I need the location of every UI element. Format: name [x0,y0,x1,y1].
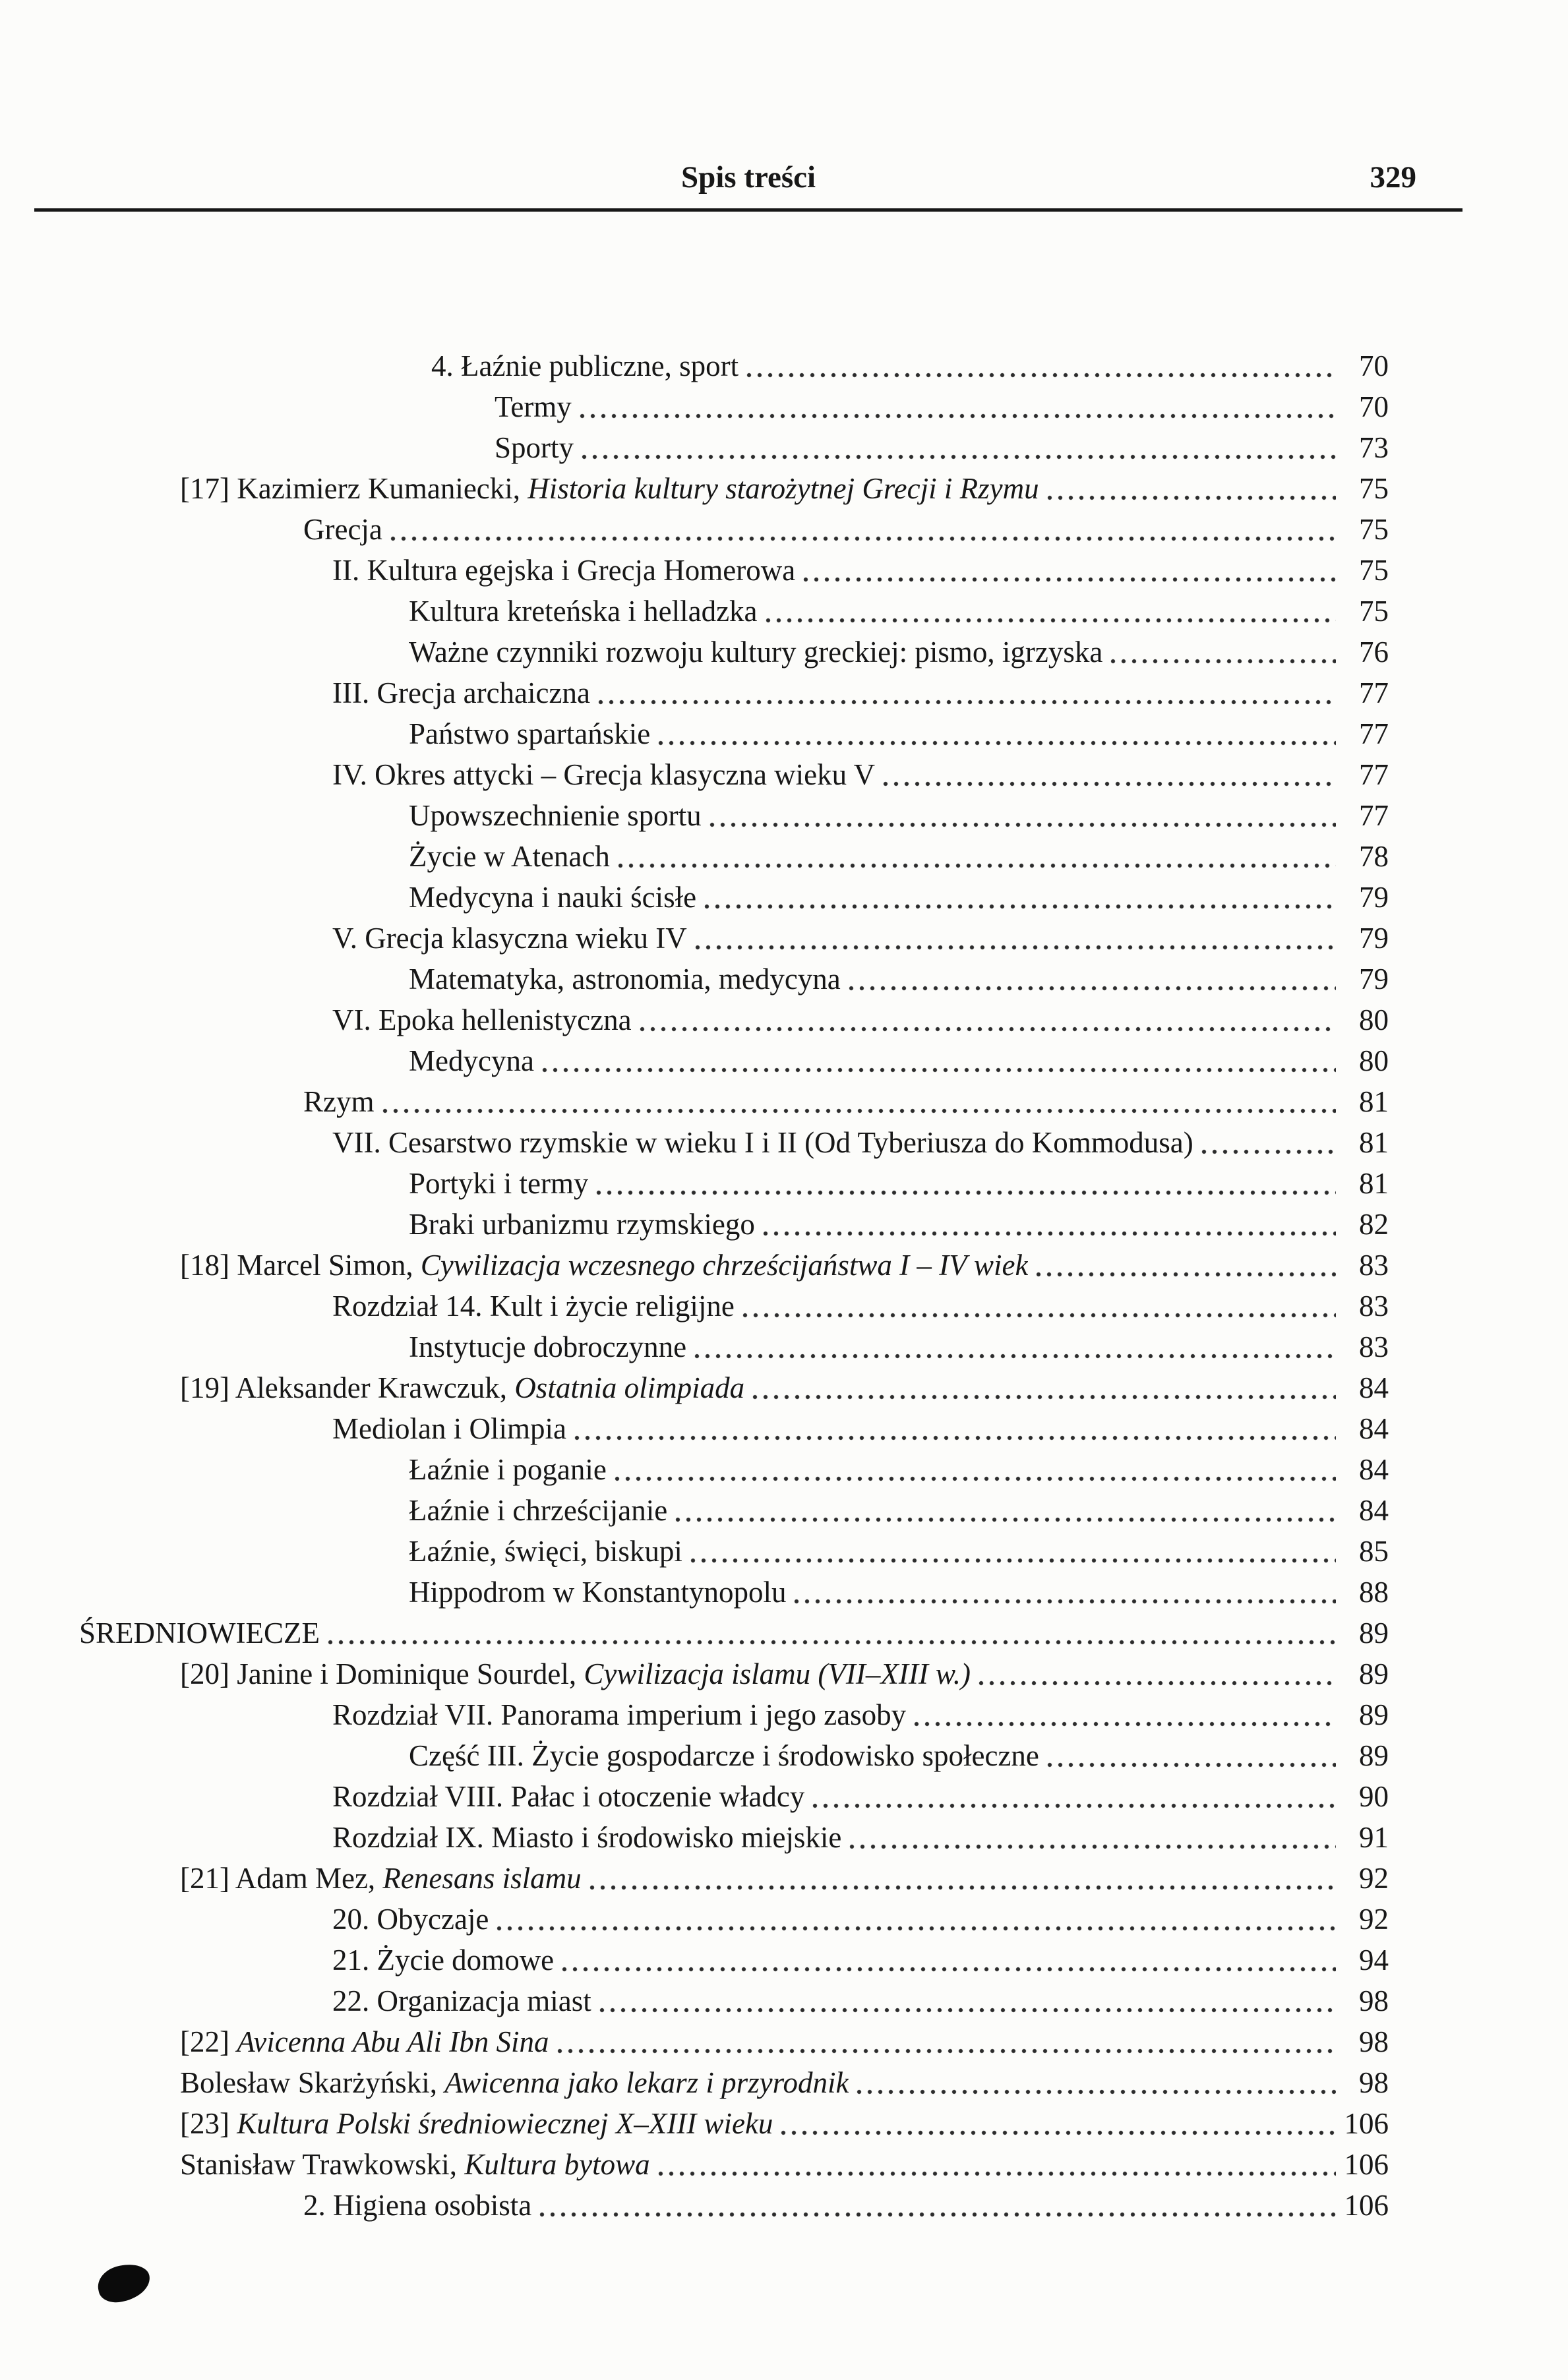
dot-leader [328,1640,1336,1645]
toc-entry-label: Medycyna [409,1044,534,1077]
toc-entry-text [409,1449,607,1490]
toc-page-number: 106 [1344,2107,1389,2140]
toc-page-number: 77 [1359,717,1389,750]
page-header [34,156,1462,199]
toc-page-number: 77 [1359,758,1389,791]
toc-page-number: 89 [1359,1739,1389,1772]
toc-entry-label: Termy [495,390,572,423]
toc-page-number: 75 [1359,554,1389,587]
toc-row [79,2144,1389,2185]
toc-page-number: 70 [1359,349,1389,382]
dot-leader [914,1721,1336,1727]
toc-row [79,1081,1389,1122]
header-rule [34,208,1462,212]
toc-page-number: 94 [1359,1944,1389,1977]
toc-entry-text [332,1408,566,1449]
toc-entry-label: VII. Cesarstwo rzymskie w wieku I i II (Od Tyberiusza do Kommodusa) [332,1126,1193,1159]
dot-leader [690,1558,1336,1563]
toc-row [79,2185,1389,2226]
toc-row [79,345,1389,386]
toc-entry-label: Rozdział VIII. Pałac i otoczenie władcy [332,1780,805,1813]
toc-page-number: 92 [1359,1903,1389,1936]
toc-page-number: 81 [1359,1167,1389,1200]
toc-entry-text [332,1817,841,1858]
dot-leader [794,1599,1336,1604]
toc-page-number: 98 [1359,1984,1389,2017]
toc-row [79,2103,1389,2144]
toc-entry-label: Braki urbanizmu rzymskiego [409,1208,755,1241]
toc-page-number: 83 [1359,1330,1389,1363]
toc-row [79,959,1389,999]
toc-row [79,468,1389,509]
toc-row [79,672,1389,713]
toc-page-number: 84 [1359,1494,1389,1527]
toc-page-number: 84 [1359,1371,1389,1404]
toc-entry-label: Bolesław Skarżyński, [180,2066,445,2099]
toc-row [79,1940,1389,1980]
toc-entry-label: 2. Higiena osobista [303,2189,532,2222]
dot-leader [599,2008,1336,2013]
toc-page-number: 73 [1359,431,1389,464]
toc-entry-label: V. Grecja klasyczna wieku IV [332,922,687,955]
toc-entry-label: [23] [180,2107,237,2140]
toc-entry-label: 22. Organizacja miast [332,1984,591,2017]
toc-entry-text [180,2062,849,2103]
toc-entry-text [409,1735,1039,1776]
dot-leader [1047,495,1336,500]
toc-entry-text [409,836,610,877]
dot-leader [704,904,1336,909]
toc-entry-text [180,1367,744,1408]
toc-page-number: 89 [1359,1698,1389,1731]
dot-leader [598,699,1336,705]
toc-entry-label: Łaźnie, święci, biskupi [409,1535,682,1568]
toc-entry-text [495,427,574,468]
toc-row [79,877,1389,918]
toc-entry-text [409,1163,588,1204]
toc-entry-label: Łaźnie i chrześcijanie [409,1494,668,1527]
toc-entry-text [332,1940,554,1980]
dot-leader [557,2048,1336,2054]
toc-list [79,345,1389,2226]
toc-entry-label: Życie w Atenach [409,840,610,873]
toc-entry-label: [19] Aleksander Krawczuk, [180,1371,515,1404]
toc-row [79,836,1389,877]
toc-entry-text [332,1899,489,1940]
toc-page-number: 79 [1359,963,1389,996]
toc-entry-text [409,877,696,918]
page-title: Spis treści [680,160,816,194]
toc-row [79,1326,1389,1367]
dot-leader [763,1231,1336,1236]
toc-page-number: 77 [1359,676,1389,709]
dot-leader [1047,1762,1336,1768]
toc-entry-label: Rozdział 14. Kult i życie religijne [332,1290,735,1323]
toc-page-number: 79 [1359,922,1389,955]
toc-page-number: 106 [1344,2189,1389,2222]
dot-leader [580,413,1336,419]
toc-row [79,1694,1389,1735]
toc-row [79,1735,1389,1776]
toc-page-number: 98 [1359,2066,1389,2099]
dot-leader [742,1313,1336,1318]
toc-row [79,1122,1389,1163]
dot-leader [812,1803,1336,1808]
toc-entry-label: Grecja [303,513,382,546]
toc-entry-text [332,550,795,591]
toc-entry-text [409,591,758,632]
dot-leader [390,536,1336,541]
toc-entry-label: Rozdział VII. Panorama imperium i jego zasoby [332,1698,907,1731]
toc-entry-label: Część III. Życie gospodarcze i środowisko społeczne [409,1739,1039,1772]
toc-row [79,1408,1389,1449]
toc-entry-text [332,999,632,1040]
dot-leader [618,863,1336,868]
toc-entry-label: Stanisław Trawkowski, [180,2148,465,2181]
toc-row [79,1531,1389,1572]
toc-entry-text [303,2185,531,2226]
toc-page-number: 78 [1359,840,1389,873]
toc-entry-label: Hippodrom w Konstantynopolu [409,1576,787,1609]
toc-entry-label: Rozdział IX. Miasto i środowisko miejskie [332,1821,842,1854]
toc-row [79,1572,1389,1613]
toc-entry-text [409,632,1102,672]
dot-leader [615,1476,1336,1481]
toc-page-number: 81 [1359,1085,1389,1118]
toc-page-number: 90 [1359,1780,1389,1813]
dot-leader [1110,659,1336,664]
toc-entry-title-italic: Kultura Polski średniowiecznej X–XIII wieku [237,2107,773,2140]
toc-row [79,1858,1389,1899]
toc-row [79,1040,1389,1081]
toc-entry-text [180,468,1039,509]
toc-page-number: 77 [1359,799,1389,832]
toc-entry-text [332,1122,1193,1163]
dot-leader [803,577,1336,582]
dot-leader [857,2089,1336,2095]
toc-row [79,1204,1389,1245]
toc-entry-label: [17] Kazimierz Kumaniecki, [180,472,528,505]
toc-entry-title-italic: Avicenna Abu Ali Ibn Sina [237,2025,549,2058]
toc-entry-label: [18] Marcel Simon, [180,1249,421,1282]
toc-entry-label: Kultura kreteńska i helladzka [409,595,758,628]
toc-page-number: 92 [1359,1862,1389,1895]
toc-entry-text [332,1286,735,1326]
toc-row [79,1653,1389,1694]
dot-leader [746,372,1336,378]
toc-row [79,632,1389,672]
toc-entry-label: 20. Obyczaje [332,1903,489,1936]
toc-entry-text [180,1245,1028,1286]
toc-entry-label: II. Kultura egejska i Grecja Homerowa [332,554,796,587]
dot-leader [849,986,1336,991]
toc-entry-label: 21. Życie domowe [332,1944,555,1977]
toc-page-number: 89 [1359,1617,1389,1650]
toc-page-number: 85 [1359,1535,1389,1568]
toc-entry-label: [20] Janine i Dominique Sourdel, [180,1657,584,1690]
toc-row [79,591,1389,632]
toc-row [79,1286,1389,1326]
header-page-number: 329 [1370,160,1416,194]
toc-row [79,2021,1389,2062]
toc-page-number: 75 [1359,595,1389,628]
toc-row [79,795,1389,836]
toc-entry-text [180,1653,971,1694]
toc-entry-text [79,1613,320,1653]
toc-row [79,427,1389,468]
toc-entry-title-italic: Ostatnia olimpiada [514,1371,745,1404]
toc-entry-label: Matematyka, astronomia, medycyna [409,963,841,996]
dot-leader [781,2130,1336,2135]
toc-entry-label: [22] [180,2025,237,2058]
dot-leader [497,1926,1336,1931]
dot-leader [883,781,1336,787]
dot-leader [596,1190,1336,1195]
toc-entry-label: Łaźnie i poganie [409,1453,607,1486]
toc-entry-label: Mediolan i Olimpia [332,1412,566,1445]
toc-entry-label: Sporty [495,431,574,464]
toc-entry-text [180,2103,773,2144]
toc-entry-title-italic: Kultura bytowa [464,2148,650,2181]
toc-row [79,999,1389,1040]
toc-page-number: 84 [1359,1453,1389,1486]
dot-leader [849,1844,1336,1849]
dot-leader [752,1394,1336,1400]
toc-entry-label: Państwo spartańskie [409,717,651,750]
toc-page-number: 89 [1359,1657,1389,1690]
toc-row [79,1899,1389,1940]
toc-entry-label: VI. Epoka hellenistyczna [332,1003,632,1036]
toc-page-number: 91 [1359,1821,1389,1854]
toc-entry-text [409,1326,686,1367]
toc-row [79,1613,1389,1653]
toc-entry-text [409,795,702,836]
toc-entry-text [332,1694,906,1735]
toc-row [79,550,1389,591]
dot-leader [766,618,1336,623]
dot-leader [1036,1272,1336,1277]
dot-leader [709,822,1336,827]
toc-entry-text [303,1081,375,1122]
toc-page-number: 75 [1359,513,1389,546]
toc-row [79,713,1389,754]
toc-entry-text [332,918,687,959]
toc-row [79,1245,1389,1286]
toc-entry-text [180,2021,549,2062]
toc-entry-text [180,2144,650,2185]
dot-leader [1201,1149,1336,1154]
toc-row [79,1449,1389,1490]
dot-leader [694,1354,1336,1359]
toc-entry-text [409,959,841,999]
toc-page-number: 81 [1359,1126,1389,1159]
toc-entry-label: Portyki i termy [409,1167,589,1200]
toc-page-number: 80 [1359,1003,1389,1036]
toc-row [79,1817,1389,1858]
toc-row [79,918,1389,959]
dot-leader [979,1681,1336,1686]
toc-entry-title-italic: Cywilizacja islamu (VII–XIII w.) [584,1657,971,1690]
toc-entry-text [332,1980,591,2021]
dot-leader [542,1067,1336,1073]
toc-row [79,1163,1389,1204]
toc-page-number: 80 [1359,1044,1389,1077]
toc-page-number: 79 [1359,881,1389,914]
dot-leader [658,740,1336,746]
toc-entry-text [431,345,739,386]
toc-entry-label: 4. Łaźnie publiczne, sport [431,349,739,382]
toc-entry-label: IV. Okres attycki – Grecja klasyczna wieku V [332,758,876,791]
toc-page-number: 98 [1359,2025,1389,2058]
toc-page-number: 83 [1359,1290,1389,1323]
toc-row [79,386,1389,427]
toc-entry-title-italic: Renesans islamu [382,1862,582,1895]
toc-entry-text [409,1204,755,1245]
toc-entry-label: III. Grecja archaiczna [332,676,590,709]
toc-row [79,509,1389,550]
dot-leader [640,1026,1336,1032]
dot-leader [574,1435,1336,1441]
toc-row [79,1776,1389,1817]
toc-row [79,2062,1389,2103]
toc-entry-title-italic: Cywilizacja wczesnego chrześcijaństwa I – IV wiek [420,1249,1029,1282]
toc-row [79,754,1389,795]
toc-page-number: 70 [1359,390,1389,423]
toc-entry-text [409,1572,786,1613]
toc-page-number: 106 [1344,2148,1389,2181]
toc-entry-text [332,754,875,795]
toc-entry-title-italic: Historia kultury starożytnej Grecji i Rzymu [528,472,1039,505]
scan-artifact-blob [94,2260,153,2306]
toc-entry-text [332,1776,804,1817]
toc-page-number: 84 [1359,1412,1389,1445]
toc-entry-label: [21] Adam Mez, [180,1862,383,1895]
toc-page-number: 76 [1359,636,1389,669]
dot-leader [382,1108,1337,1114]
toc-entry-text [409,1490,667,1531]
dot-leader [539,2212,1336,2217]
toc-entry-label: Upowszechnienie sportu [409,799,702,832]
toc-page-number: 83 [1359,1249,1389,1282]
toc-entry-text [409,1040,534,1081]
toc-entry-label: Ważne czynniki rozwoju kultury greckiej: pismo, igrzyska [409,636,1103,669]
toc-entry-label: Rzym [303,1085,375,1118]
toc-row [79,1980,1389,2021]
toc-entry-label: Medycyna i nauki ścisłe [409,881,697,914]
toc-entry-label: Instytucje dobroczynne [409,1330,687,1363]
dot-leader [658,2171,1336,2176]
dot-leader [582,454,1336,460]
toc-page-number: 82 [1359,1208,1389,1241]
toc-entry-text [495,386,572,427]
toc-page-number: 88 [1359,1576,1389,1609]
dot-leader [589,1885,1336,1890]
toc-entry-text [409,1531,682,1572]
dot-leader [675,1517,1336,1522]
toc-entry-text [332,672,590,713]
toc-page-number: 75 [1359,472,1389,505]
toc-row [79,1367,1389,1408]
toc-entry-text [180,1858,582,1899]
toc-row [79,1490,1389,1531]
toc-entry-text [303,509,382,550]
dot-leader [695,945,1336,950]
dot-leader [562,1967,1336,1972]
toc-entry-label: ŚREDNIOWIECZE [79,1617,320,1650]
toc-entry-text [409,713,650,754]
toc-entry-title-italic: Awicenna jako lekarz i przyrodnik [444,2066,849,2099]
